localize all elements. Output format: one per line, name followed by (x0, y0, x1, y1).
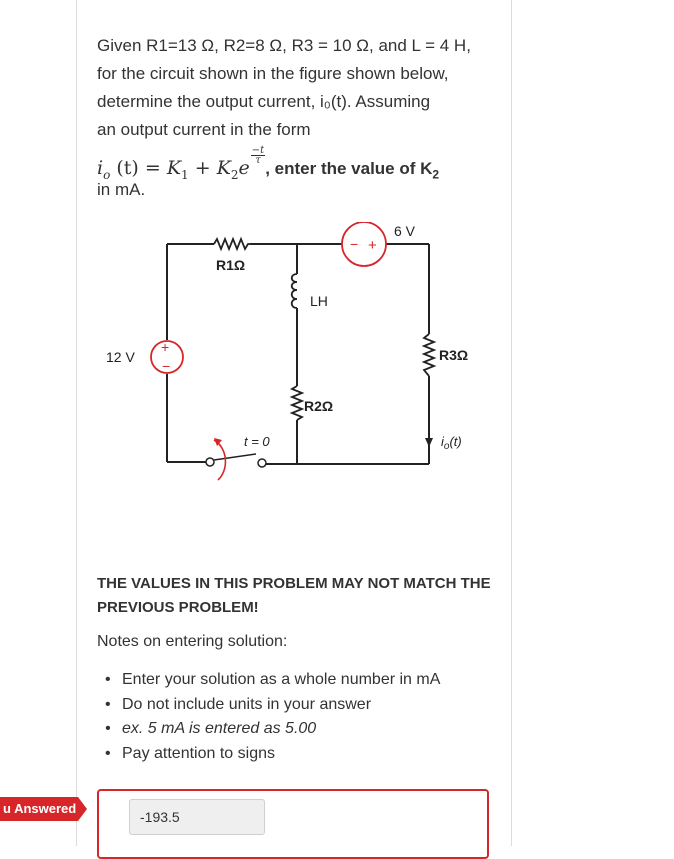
unit-text: in mA. (97, 180, 146, 199)
formula-lhs-sub: o (103, 167, 111, 182)
list-item: • Enter your solution as a whole number in mA (97, 668, 440, 693)
notes-list (97, 668, 440, 766)
io-arrowhead (425, 438, 433, 447)
r1-resistor (214, 239, 250, 249)
question-line: Given R1=13 Ω, R2=8 Ω, R3 = 10 Ω, and L = 4 H, (97, 36, 471, 55)
switch-label: t = 0 (244, 434, 270, 449)
question-text (97, 32, 497, 144)
formula-arg: (t) (116, 157, 139, 179)
source-12v-label: 12 V (106, 349, 135, 365)
list-item: • ex. 5 mA is entered as 5.00 (97, 717, 440, 742)
r2-label: R2Ω (304, 398, 334, 414)
formula-line (97, 145, 517, 182)
answered-status-badge: u Answered (0, 797, 78, 821)
source-6v-plus: + (368, 237, 377, 254)
switch-terminal (258, 459, 266, 467)
source-6v-label: 6 V (394, 223, 416, 239)
r3-resistor (424, 334, 434, 376)
source-6v (342, 222, 386, 266)
io-label-sub: o (443, 441, 450, 452)
circuit-diagram (96, 222, 496, 482)
io-label-var: i (441, 434, 444, 449)
formula-eq: = (144, 157, 161, 179)
formula-e: e (238, 157, 250, 179)
answer-input[interactable]: -193.5 (129, 799, 265, 835)
source-12v-plus: + (161, 339, 170, 355)
formula-k1-sub: 1 (181, 167, 189, 182)
formula-k2-sub: 2 (230, 167, 239, 182)
inductor (292, 274, 297, 308)
formula-plus: + (194, 157, 211, 179)
warning-text: THE VALUES IN THIS PROBLEM MAY NOT MATCH THE PREVIOUS PROBLEM! (97, 575, 491, 616)
io-label (441, 434, 462, 452)
formula (97, 145, 265, 182)
formula-exponent (251, 146, 265, 165)
question-line: an output current in the form (97, 120, 311, 139)
formula-k1: K (166, 157, 182, 179)
circuit-wires (167, 244, 429, 464)
inductor-label: LH (310, 293, 328, 309)
notes-title: Notes on entering solution: (97, 633, 288, 650)
switch-arm (214, 454, 256, 460)
formula-exp-den: τ (255, 155, 261, 166)
r3-label: R3Ω (439, 347, 469, 363)
source-6v-minus: − (350, 236, 359, 252)
formula-lhs: i (97, 157, 104, 179)
prompt-bold: , enter the value of K (265, 159, 433, 178)
r2-resistor (292, 386, 302, 420)
question-line: for the circuit shown in the figure shown below, (97, 64, 449, 83)
source-12v-minus: − (162, 358, 171, 374)
r1-label: R1Ω (216, 257, 246, 273)
prompt-sub: 2 (432, 167, 440, 182)
list-item: • Pay attention to signs (97, 742, 440, 767)
formula-exp-num: −t (251, 145, 265, 156)
switch-terminal (206, 458, 214, 466)
io-label-arg: (t) (449, 434, 462, 449)
formula-k2: K (216, 157, 231, 179)
list-item: • Do not include units in your answer (97, 693, 440, 718)
question-line: determine the output current, i₀(t). Assuming (97, 92, 431, 111)
